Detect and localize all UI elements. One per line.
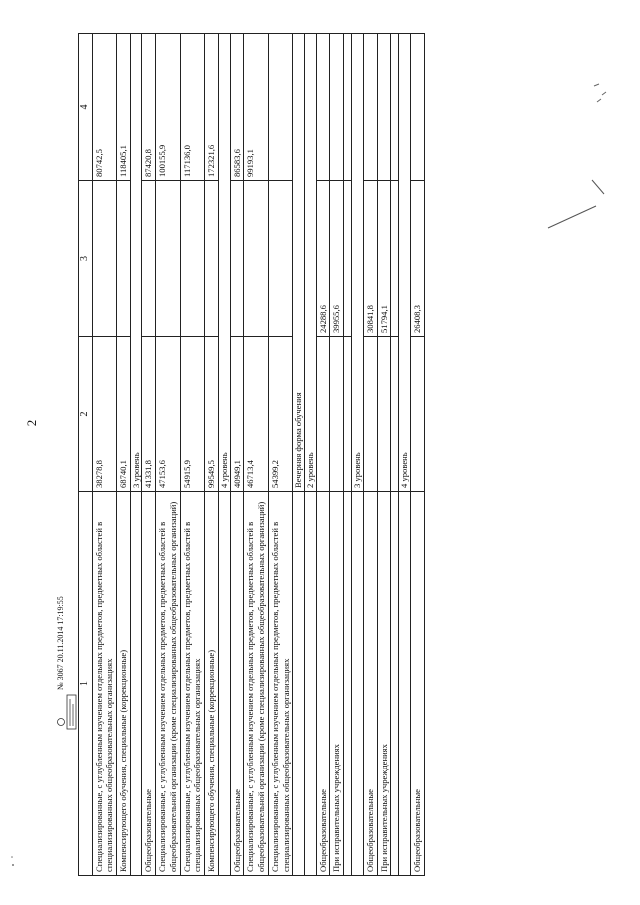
- group-spacer-cell: [293, 492, 305, 876]
- row-label: При исправительных учреждениях: [377, 492, 391, 876]
- row-label: Специализированные, с углубленным изучением отдельных предметов, предметных областей в специализированных общеобразовательных организациях: [92, 492, 116, 876]
- level-label: 2 уровень: [304, 34, 316, 492]
- level-label: 4 уровень: [218, 34, 230, 492]
- value-col-2: 38278,8: [92, 337, 116, 492]
- section-label: Вечерняя форма обучения: [293, 34, 305, 492]
- row-label: Общеобразовательные: [230, 492, 244, 876]
- level-group-row: [304, 34, 316, 876]
- stamp-icon: [54, 694, 78, 730]
- page-number: 2: [24, 419, 39, 427]
- section-row: [293, 34, 305, 876]
- table-row: [316, 34, 330, 876]
- value-col-4: [377, 34, 391, 181]
- value-col-4: 87420,8: [142, 34, 156, 181]
- value-col-4: [411, 34, 425, 181]
- row-label: Общеобразовательные: [363, 492, 377, 876]
- value-col-2: [363, 337, 377, 492]
- value-col-3: 26408,3: [411, 181, 425, 337]
- table-row: [92, 34, 116, 876]
- row-label: При исправительных учреждениях: [330, 492, 344, 876]
- value-col-4: [316, 34, 330, 181]
- spacer-cell: [344, 181, 352, 337]
- spacer-cell: [344, 492, 352, 876]
- value-col-4: 118405,1: [116, 34, 130, 181]
- value-col-2: 41331,8: [142, 337, 156, 492]
- level-group-row: [218, 34, 230, 876]
- table-row: [377, 34, 391, 876]
- value-col-3: [142, 181, 156, 337]
- value-col-2: 47153,6: [156, 337, 180, 492]
- value-col-3: [205, 181, 219, 337]
- value-col-2: 54399,2: [268, 337, 292, 492]
- row-label: Общеобразовательные: [316, 492, 330, 876]
- value-col-2: 40949,1: [230, 337, 244, 492]
- value-col-4: [363, 34, 377, 181]
- group-spacer-cell: [130, 492, 142, 876]
- spacer-cell: [391, 34, 399, 181]
- value-col-3: [268, 181, 292, 337]
- value-col-2: [316, 337, 330, 492]
- table-row: [363, 34, 377, 876]
- level-label: 3 уровень: [130, 34, 142, 492]
- value-col-3: [92, 181, 116, 337]
- level-group-row: [130, 34, 142, 876]
- value-col-3: [244, 181, 268, 337]
- value-col-2: 54915,9: [180, 337, 204, 492]
- value-col-4: 100155,9: [156, 34, 180, 181]
- table-row: [180, 34, 204, 876]
- row-label: Специализированные, с углубленным изучением отдельных предметов, предметных областей в общеобразовательной организации (кроме специализированных общеобразовательных организаций): [156, 492, 180, 876]
- row-label: Общеобразовательные: [142, 492, 156, 876]
- table-row: [116, 34, 130, 876]
- value-col-2: [330, 337, 344, 492]
- table-row: [330, 34, 344, 876]
- group-spacer-cell: [218, 492, 230, 876]
- spacer-cell: [344, 337, 352, 492]
- level-group-row: [399, 34, 411, 876]
- group-spacer-cell: [399, 492, 411, 876]
- value-col-3: 24288,6: [316, 181, 330, 337]
- row-label: Специализированные, с углубленным изучением отдельных предметов, предметных областей в общеобразовательной организации (кроме специализированных общеобразовательных организаций): [244, 492, 268, 876]
- row-label: Специализированные, с углубленным изучением отдельных предметов, предметных областей в специализированных общеобразовательных организациях: [268, 492, 292, 876]
- header-cell-2: 2: [79, 337, 93, 492]
- value-col-2: [377, 337, 391, 492]
- table-row: [156, 34, 180, 876]
- value-col-4: [268, 34, 292, 181]
- value-col-4: 80742,5: [92, 34, 116, 181]
- value-col-3: 39955,6: [330, 181, 344, 337]
- value-col-3: [180, 181, 204, 337]
- group-spacer-cell: [352, 492, 364, 876]
- level-label: 3 уровень: [352, 34, 364, 492]
- row-label: Компенсирующего обучения, специальные (коррекционные): [205, 492, 219, 876]
- rotated-table-container: [78, 34, 578, 876]
- spacer-cell: [391, 492, 399, 876]
- value-col-3: 51794,1: [377, 181, 391, 337]
- value-col-2: 46713,4: [244, 337, 268, 492]
- value-col-3: [230, 181, 244, 337]
- value-col-2: 68740,1: [116, 337, 130, 492]
- value-col-3: [116, 181, 130, 337]
- header-cell-4: 4: [79, 34, 93, 181]
- table-row: [205, 34, 219, 876]
- row-label: Общеобразовательные: [411, 492, 425, 876]
- value-col-4: [330, 34, 344, 181]
- table-row: [411, 34, 425, 876]
- header-cell-3: 3: [79, 181, 93, 337]
- document-id-timestamp: № 3067 20.11.2014 17:19:55: [56, 596, 65, 690]
- table-row: [142, 34, 156, 876]
- header-row: [79, 34, 93, 876]
- value-col-2: [411, 337, 425, 492]
- value-col-4: 172321,6: [205, 34, 219, 181]
- value-col-3: [156, 181, 180, 337]
- level-label: 4 уровень: [399, 34, 411, 492]
- value-col-4: 86583,6: [230, 34, 244, 181]
- table-row: [230, 34, 244, 876]
- spacer-cell: [391, 337, 399, 492]
- table-row: [244, 34, 268, 876]
- spacer-row: [344, 34, 352, 876]
- spacer-row: [391, 34, 399, 876]
- value-col-4: 99193,1: [244, 34, 268, 181]
- value-col-3: 30841,8: [363, 181, 377, 337]
- header-cell-1: 1: [79, 492, 93, 876]
- table-row: [268, 34, 292, 876]
- data-table: [78, 33, 425, 876]
- spacer-cell: [391, 181, 399, 337]
- group-spacer-cell: [304, 492, 316, 876]
- value-col-4: 117136,0: [180, 34, 204, 181]
- row-label: Специализированные, с углубленным изучением отдельных предметов, предметных областей в специализированных общеобразовательных организациях: [180, 492, 204, 876]
- level-group-row: [352, 34, 364, 876]
- row-label: Компенсирующего обучения, специальные (коррекционные): [116, 492, 130, 876]
- value-col-2: 99549,5: [205, 337, 219, 492]
- document-footer: [48, 560, 92, 730]
- spacer-cell: [344, 34, 352, 181]
